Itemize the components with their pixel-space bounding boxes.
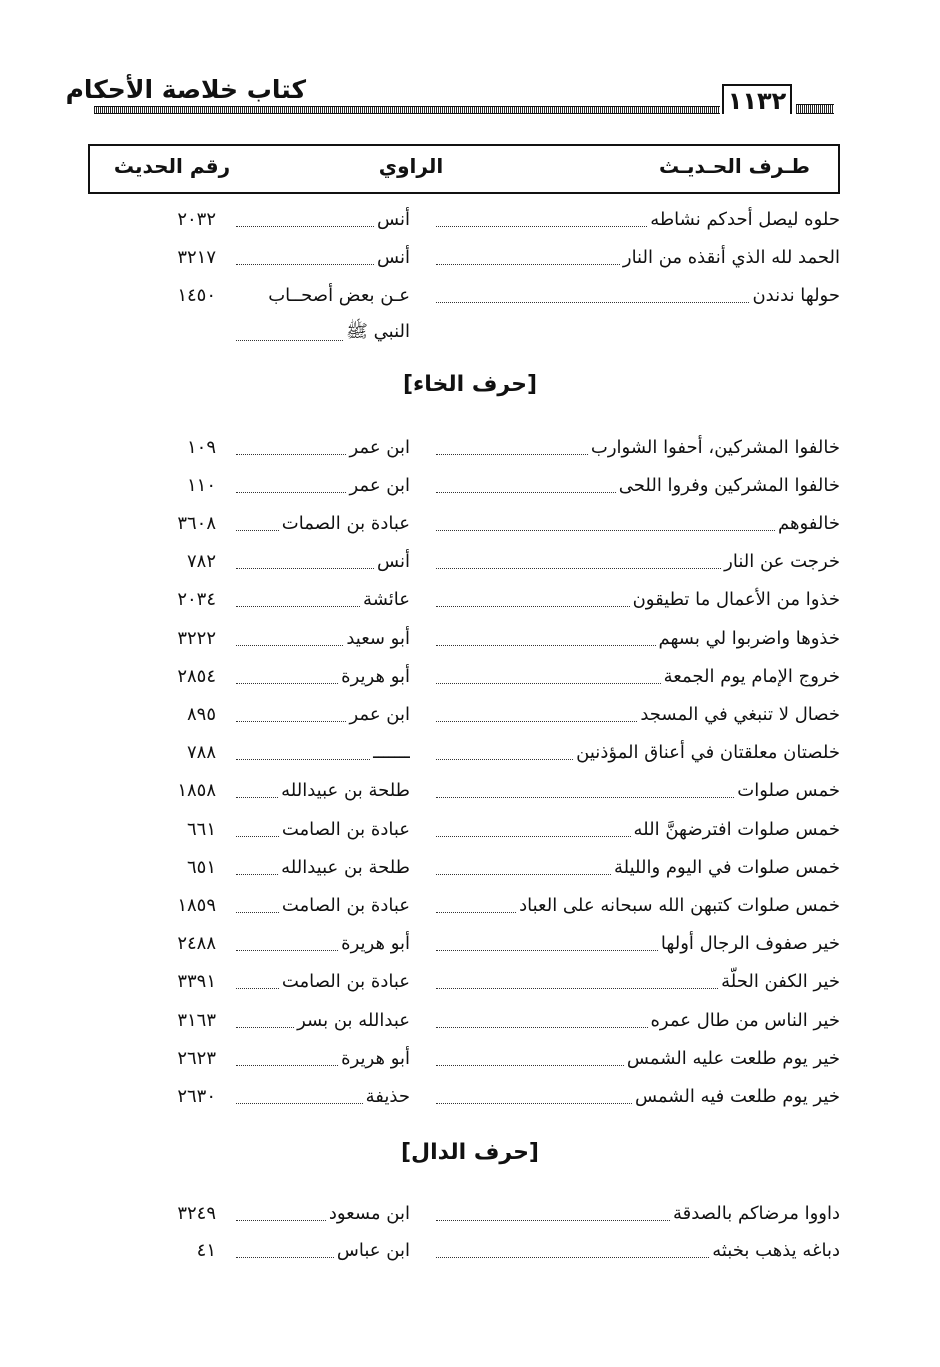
hadith-number: ١٠٩	[186, 436, 216, 458]
rawi-text: ابن عمر	[349, 436, 410, 458]
rawi-text: أنس	[377, 551, 410, 573]
index-row	[96, 1196, 840, 1230]
hadith-text: خالفوهم	[778, 512, 840, 534]
index-row	[96, 278, 840, 312]
rawi-text: عبادة بن الصامت	[281, 971, 410, 993]
hadith-number: ٤١	[196, 1239, 216, 1261]
index-row	[96, 202, 840, 236]
hadith-number: ٢٠٣٢	[177, 208, 216, 230]
hadith-number: ١١٠	[186, 474, 216, 496]
hadith-number: ٢٦٣٠	[177, 1085, 216, 1107]
index-row	[96, 240, 840, 274]
hadith-text: خمس صلوات كتبهن الله سبحانه على العباد	[519, 894, 840, 916]
rawi-text: عبادة بن الصامت	[281, 818, 410, 840]
index-row	[96, 927, 840, 961]
hadith-number: ٣٢١٧	[177, 246, 216, 268]
hadith-text: خير الكفن الحلّة	[721, 971, 840, 993]
hadith-text: خذوا من الأعمال ما تطيقون	[632, 589, 840, 611]
index-row	[96, 621, 840, 655]
hadith-number: ٣٢٤٩	[177, 1202, 216, 1224]
hadith-number: ٣٦٠٨	[177, 512, 216, 534]
column-header-number: رقم الحديث	[113, 154, 231, 178]
hadith-text: خير يوم طلعت عليه الشمس	[626, 1047, 840, 1069]
index-row	[96, 1233, 840, 1267]
hadith-number: ٦٥١	[186, 856, 216, 878]
index-row	[96, 430, 840, 464]
hadith-text: خرجت عن النار	[724, 551, 840, 573]
hadith-number: ٣٣٩١	[177, 971, 216, 993]
rawi-text: أبو هريرة	[341, 665, 410, 687]
rawi-text: حذيفة	[365, 1085, 410, 1107]
book-title: كتاب خلاصة الأحكام	[65, 75, 306, 104]
rawi-text: أنس	[377, 246, 410, 268]
index-row	[96, 1079, 840, 1113]
hadith-text: خير الناس من طال عمره	[650, 1009, 840, 1031]
hadith-number: ٨٩٥	[186, 703, 216, 725]
hadith-number: ٧٨٨	[186, 742, 216, 764]
index-row	[96, 850, 840, 884]
hadith-text: داووا مرضاكم بالصدقة	[672, 1202, 840, 1224]
rawi-text: طلحة بن عبيدالله	[281, 780, 410, 802]
hadith-number: ٦٦١	[186, 818, 216, 840]
rawi-text: ـــــــ	[373, 742, 410, 764]
hadith-number: ١٨٥٩	[177, 894, 216, 916]
hadith-number: ٣٢٢٢	[177, 627, 216, 649]
section-title-kha: [حرف الخاء]	[402, 372, 538, 397]
index-row	[96, 1003, 840, 1037]
hadith-text: حولها ندندن	[752, 284, 840, 306]
rawi-text: ابن عمر	[349, 474, 410, 496]
rawi-text: أبو سعيد	[346, 627, 410, 649]
hadith-number: ٧٨٢	[186, 551, 216, 573]
rawi-text: أبو هريرة	[341, 933, 410, 955]
hadith-number: ٢٦٢٣	[177, 1047, 216, 1069]
rawi-text: عبادة بن الصمات	[281, 512, 410, 534]
rawi-text: عـن بعض أصحــاب	[268, 284, 410, 306]
hadith-number: ٢٤٨٨	[177, 933, 216, 955]
rawi-text: أنس	[377, 208, 410, 230]
index-row	[96, 888, 840, 922]
hadith-text: الحمد لله الذي أنقذه من النار	[622, 246, 840, 268]
index-row	[96, 1041, 840, 1075]
index-row	[96, 545, 840, 579]
page-number: ١١٣٢	[722, 84, 792, 114]
index-row-continuation	[96, 316, 840, 350]
hadith-number: ٣١٦٣	[177, 1009, 216, 1031]
hadith-text: خمس صلوات في اليوم والليلة	[613, 856, 840, 878]
hadith-number: ١٤٥٠	[177, 284, 216, 306]
hadith-text: خمس صلوات افترضهنَّ الله	[633, 818, 840, 840]
hadith-text: خالفوا المشركين وفروا اللحى	[618, 474, 840, 496]
index-row	[96, 736, 840, 770]
column-header-rawi: الراوي	[378, 154, 444, 178]
rawi-text: طلحة بن عبيدالله	[281, 856, 410, 878]
index-row	[96, 468, 840, 502]
hadith-text: خصال لا تنبغي في المسجد	[640, 703, 840, 725]
hadith-text: خمس صلوات	[737, 780, 840, 802]
rawi-text: ابن مسعود	[328, 1202, 410, 1224]
hadith-number: ١٨٥٨	[177, 780, 216, 802]
hadith-number: ٢٠٣٤	[177, 589, 216, 611]
index-row	[96, 583, 840, 617]
index-row	[96, 965, 840, 999]
header-rule	[94, 106, 720, 114]
rawi-text: عائشة	[363, 589, 410, 611]
rawi-text: أبو هريرة	[341, 1047, 410, 1069]
index-row	[96, 774, 840, 808]
index-row	[96, 506, 840, 540]
rawi-text: عبادة بن الصامت	[281, 894, 410, 916]
index-row	[96, 697, 840, 731]
section-title-dal: [حرف الدال]	[400, 1140, 539, 1165]
rawi-text: ابن عباس	[336, 1239, 410, 1261]
hadith-text: خروج الإمام يوم الجمعة	[663, 665, 840, 687]
hadith-text: خير صفوف الرجال أولها	[660, 933, 840, 955]
hadith-text: خذوها واضربوا لي بسهم	[658, 627, 840, 649]
rawi-text-continued: النبي ﷺ	[346, 321, 410, 342]
column-header	[88, 144, 840, 194]
hadith-text: حلوه ليصل أحدكم نشاطه	[650, 208, 840, 230]
index-row	[96, 812, 840, 846]
hadith-number: ٢٨٥٤	[177, 665, 216, 687]
index-row	[96, 659, 840, 693]
hadith-text: خالفوا المشركين، أحفوا الشوارب	[590, 436, 840, 458]
rawi-text: عبدالله بن بسر	[297, 1009, 410, 1031]
hadith-text: خلصتان معلقتان في أعناق المؤذنين	[576, 742, 840, 764]
rawi-text: ابن عمر	[349, 703, 410, 725]
hadith-text: دباغه يذهب بخبثه	[712, 1239, 840, 1261]
header-rule-right	[796, 104, 834, 114]
hadith-text: خير يوم طلعت فيه الشمس	[634, 1085, 840, 1107]
column-header-hadith: طـرف الحـديـث	[659, 154, 810, 178]
